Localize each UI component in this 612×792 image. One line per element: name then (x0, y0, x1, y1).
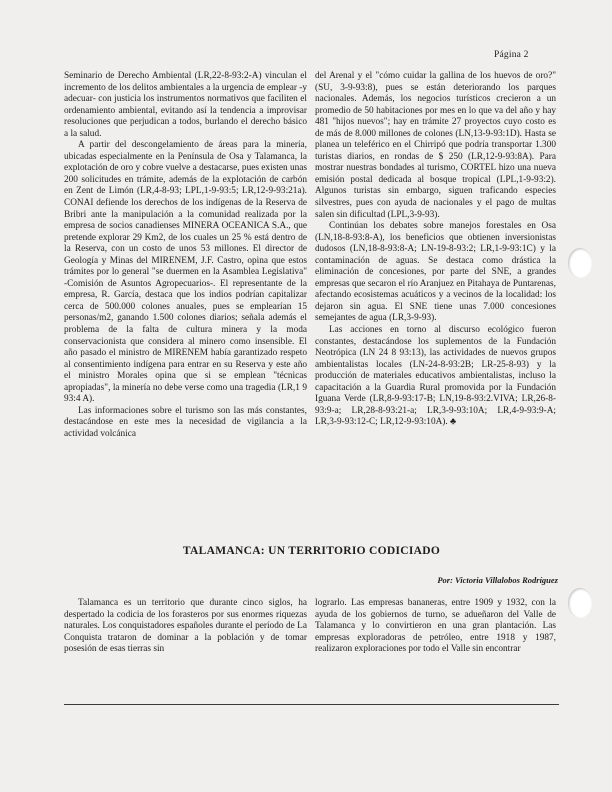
paragraph: Las acciones en torno al discurso ecológico fueron constantes, destacándose los suplementos de la Fundación Neotrópica (LN 24 8 93:13), las actividades de nuevos grupos ambientalistas locales (LN-24-8-93:2B; LR-25-8-93) y la producción de materiales educativos ambientalistas, incluso la capacitación a la Guardia Rural promovida por la Fundación Iguana Verde (LR,8-9-93:17-B; LN,19-8-93:2.VIVA; LR,26-8-93:9-a; LR,28-8-93:21-a; LR,3-9-93:10A; LR,4-9-93:9-A; LR,3-9-93:12-C; LR,12-9-93:10A). ♣ (315, 325, 556, 428)
paragraph: Las informaciones sobre el turismo son las más constantes, destacándose en este mes la necesidad de vigilancia a la actividad volcánica (64, 405, 307, 439)
section-column-left (64, 598, 307, 656)
article-column-right (315, 71, 556, 429)
binder-hole-bottom (568, 588, 592, 618)
page-number: Página 2 (494, 50, 529, 60)
paragraph: Talamanca es un territorio que durante cinco siglos, ha despertado la codicia de los forasteros por sus enormes riquezas naturales. Los conquistadores españoles durante el período de La Conquista trataron de dominar a la población y de tomar posesión de esas tierras sin (64, 598, 307, 655)
paragraph: del Arenal y el "cómo cuidar la gallina de los huevos de oro?" (SU, 3-9-93:8), pues se están deteriorando los parques nacionales. Además, los negocios turísticos crecieron a un promedio de 50 habitaciones por mes en lo que va del año y hay 481 "hijos nuevos"; hay en trámite 27 proyectos cuyo costo es de más de 8.000 millones de colones (LN,13-9-93:1D). Hasta se planea un teleférico en el Chirripó que podría transportar 1.300 turistas diarios, en rondas de $ 250 (LR,12-9-93:8A). Para mostrar nuestras bondades al turismo, CORTEL hizo una nueva emisión postal dedicada al bosque tropical (LPL,1-9-93:2). Algunos turistas sin embargo, siguen traficando especies silvestres, pues con ayuda de nacionales y el pago de multas salen sin dificultad (LPL,3-9-93). (315, 71, 556, 220)
paragraph: Seminario de Derecho Ambiental (LR,22-8-93:2-A) vinculan el incremento de los delitos ambientales a la urgencia de emplear -y adecuar- con justicia los instrumentos normativos que faciliten el ordenamiento ambiental, evitando así la tendencia a improvisar resoluciones que perjudican a todos, burlando el derecho básico a la salud. (64, 71, 308, 139)
paragraph: A partir del descongelamiento de áreas para la minería, ubicadas especialmente en la Península de Osa y Talamanca, la explotación de oro y cobre vuelve a destacarse, pues existen unas 200 solicitudes en trámite, además de la explotación de carbón en Zent de Limón (LR,4-8-93; LPL,1-9-93:5; LR,12-9-93:21a). CONAI defiende los derechos de los indígenas de la Reserva de Bribri ante la manipulación a la comunidad realizada por la empresa de socios canadienses MINERA OCEANICA S.A., que pretende explorar 29 Km2, de los cuales un 25 % está dentro de la Reserva, con un costo de unos 53 millones. El director de Geología y Minas del MIRENEM, J.F. Castro, opina que estos trámites por lo general "se duermen en la Asamblea Legislativa" -Comisión de Asuntos Agropecuarios-. El representante de la empresa, R. García, destaca que los indios podrían capitalizar cerca de 500.000 colones anuales, pues se emplearían 15 personas/m2, ganando 1.500 colones diarios; señala además el problema de la falta de cultura minera y la moda conservacionista que considera al minero como insensible. El año pasado el ministro de MIRENEM había garantizado respeto al consentimiento indígena para entrar en su Reserva y este año el ministro Morales opina que si se emplean "técnicas apropiadas", la minería no debe verse como una tragedia (LR,1 9 93:4 A). (64, 140, 307, 405)
bottom-rule (64, 704, 559, 705)
paragraph: lograrlo. Las empresas bananeras, entre 1909 y 1932, con la ayuda de los gobiernos de turno, se adueñaron del Valle de Talamanca y lo convirtieron en una gran plantación. Las empresas exploradoras de petróleo, entre 1918 y 1987, realizaron exploraciones por todo el Valle sin encontrar (315, 598, 556, 655)
binder-hole-top (568, 248, 592, 278)
paragraph: Continúan los debates sobre manejos forestales en Osa (LN,18-8-93:8-A), los beneficios que obtienen inversionistas dudosos (LN,18-8-93:8-A; LN-19-8-93:2; LR,1-9-93:1C) y la contaminación de aguas. Se destaca como drástica la eliminación de concesiones, por parte del SNE, a grandes empresas que secaron el río Aranjuez en Pitahaya de Puntarenas, afectando ecosistemas acuáticos y a vecinos de la localidad: los dejaron sin agua. El SNE tiene unas 7.000 concesiones semejantes de agua (LR,3-9-93). (315, 221, 556, 324)
byline: Por: Victoria Villalobos Rodríguez (437, 575, 558, 585)
section-column-right (315, 598, 556, 656)
article-column-left (64, 71, 307, 441)
section-title: TALAMANCA: UN TERRITORIO CODICIADO (182, 545, 441, 557)
